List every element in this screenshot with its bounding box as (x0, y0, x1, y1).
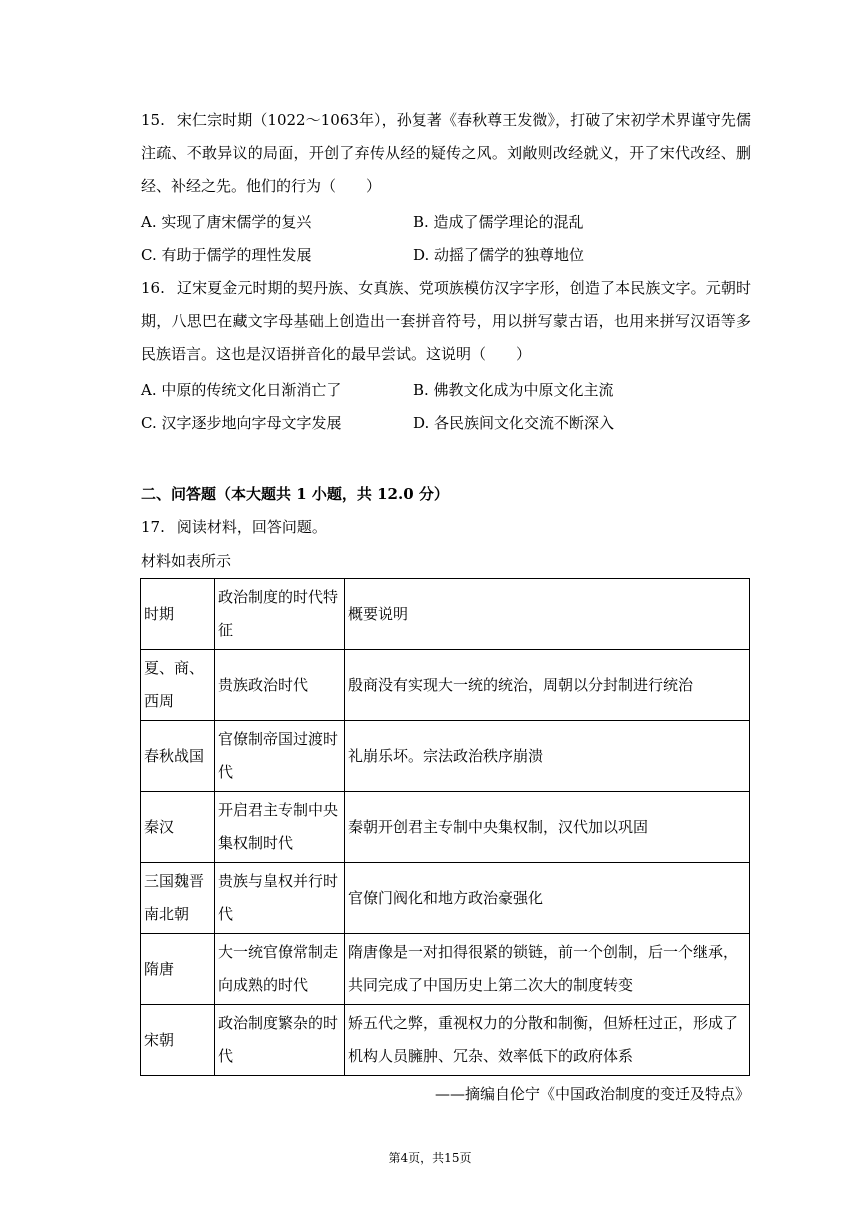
question-16-options-row-2 (141, 407, 751, 440)
material-table (140, 578, 750, 1076)
table-cell: 殷商没有实现大一统的统治，周朝以分封制进行统治 (345, 650, 750, 721)
table-cell: 大一统官僚常制走向成熟的时代 (215, 934, 345, 1005)
table-cell: 贵族政治时代 (215, 650, 345, 721)
table-cell: 礼崩乐坏。宗法政治秩序崩溃 (345, 721, 750, 792)
table-header-cell: 概要说明 (345, 579, 750, 650)
question-number: 15. (141, 111, 165, 129)
table-cell: 官僚制帝国过渡时代 (215, 721, 345, 792)
option-a: A. 实现了唐宋儒学的复兴 (141, 213, 312, 231)
option-b: B. 造成了儒学理论的混乱 (413, 213, 584, 231)
table-header-cell: 政治制度的时代特征 (215, 579, 345, 650)
question-16-options-row-1 (141, 374, 751, 407)
question-stem: 阅读材料，回答问题。 (176, 518, 327, 536)
option-c: C. 有助于儒学的理性发展 (141, 246, 312, 264)
table-cell: 政治制度繁杂的时代 (215, 1005, 345, 1076)
question-15-options-row-1 (141, 206, 751, 239)
question-16 (141, 272, 751, 371)
table-cell: 官僚门阀化和地方政治豪强化 (345, 863, 750, 934)
section-title: 二、问答题（本大题共 1 小题，共 12.0 分） (141, 485, 449, 503)
table-header-row (141, 579, 750, 650)
question-stem: 宋仁宗时期（1022～1063年），孙复著《春秋尊王发微》，打破了宋初学术界谨守先儒注疏、不敢异议的局面，开创了弃传从经的疑传之风。刘敞则改经就义，开了宋代改经、删经、补经之先。他们的行为（ ） (141, 111, 751, 195)
table-row (141, 934, 750, 1005)
table-header-cell: 时期 (141, 579, 215, 650)
table-row (141, 792, 750, 863)
question-15-options-row-2 (141, 239, 751, 272)
table-row (141, 650, 750, 721)
table-cell: 开启君主专制中央集权制时代 (215, 792, 345, 863)
option-d: D. 动摇了儒学的独尊地位 (413, 246, 585, 264)
option-d: D. 各民族间文化交流不断深入 (413, 414, 615, 432)
table-row (141, 1005, 750, 1076)
table-cell: 三国魏晋南北朝 (141, 863, 215, 934)
question-17 (141, 511, 327, 544)
table-cell: 夏、商、西周 (141, 650, 215, 721)
material-source: ——摘编自伦宁《中国政治制度的变迁及特点》 (434, 1085, 750, 1103)
option-a: A. 中原的传统文化日渐消亡了 (141, 381, 342, 399)
material-caption: 材料如表所示 (141, 552, 232, 570)
table-row (141, 863, 750, 934)
option-b: B. 佛教文化成为中原文化主流 (413, 381, 614, 399)
table-cell: 春秋战国 (141, 721, 215, 792)
table-cell: 矫五代之弊，重视权力的分散和制衡，但矫枉过正，形成了机构人员臃肿、冗杂、效率低下的政府体系 (345, 1005, 750, 1076)
table-cell: 贵族与皇权并行时代 (215, 863, 345, 934)
table-cell: 隋唐像是一对扣得很紧的锁链，前一个创制，后一个继承，共同完成了中国历史上第二次大的制度转变 (345, 934, 750, 1005)
table-cell: 秦朝开创君主专制中央集权制，汉代加以巩固 (345, 792, 750, 863)
question-number: 17. (141, 518, 165, 536)
table-cell: 宋朝 (141, 1005, 215, 1076)
option-c: C. 汉字逐步地向字母文字发展 (141, 414, 342, 432)
question-number: 16. (141, 279, 165, 297)
page-footer: 第4页，共15页 (388, 1151, 472, 1165)
question-stem: 辽宋夏金元时期的契丹族、女真族、党项族模仿汉字字形，创造了本民族文字。元朝时期，八思巴在藏文字母基础上创造出一套拼音符号，用以拼写蒙古语，也用来拼写汉语等多民族语言。这也是汉语拼音化的最早尝试。这说明（ ） (141, 279, 751, 363)
table-cell: 隋唐 (141, 934, 215, 1005)
table-row (141, 721, 750, 792)
question-15 (141, 104, 751, 203)
table-cell: 秦汉 (141, 792, 215, 863)
